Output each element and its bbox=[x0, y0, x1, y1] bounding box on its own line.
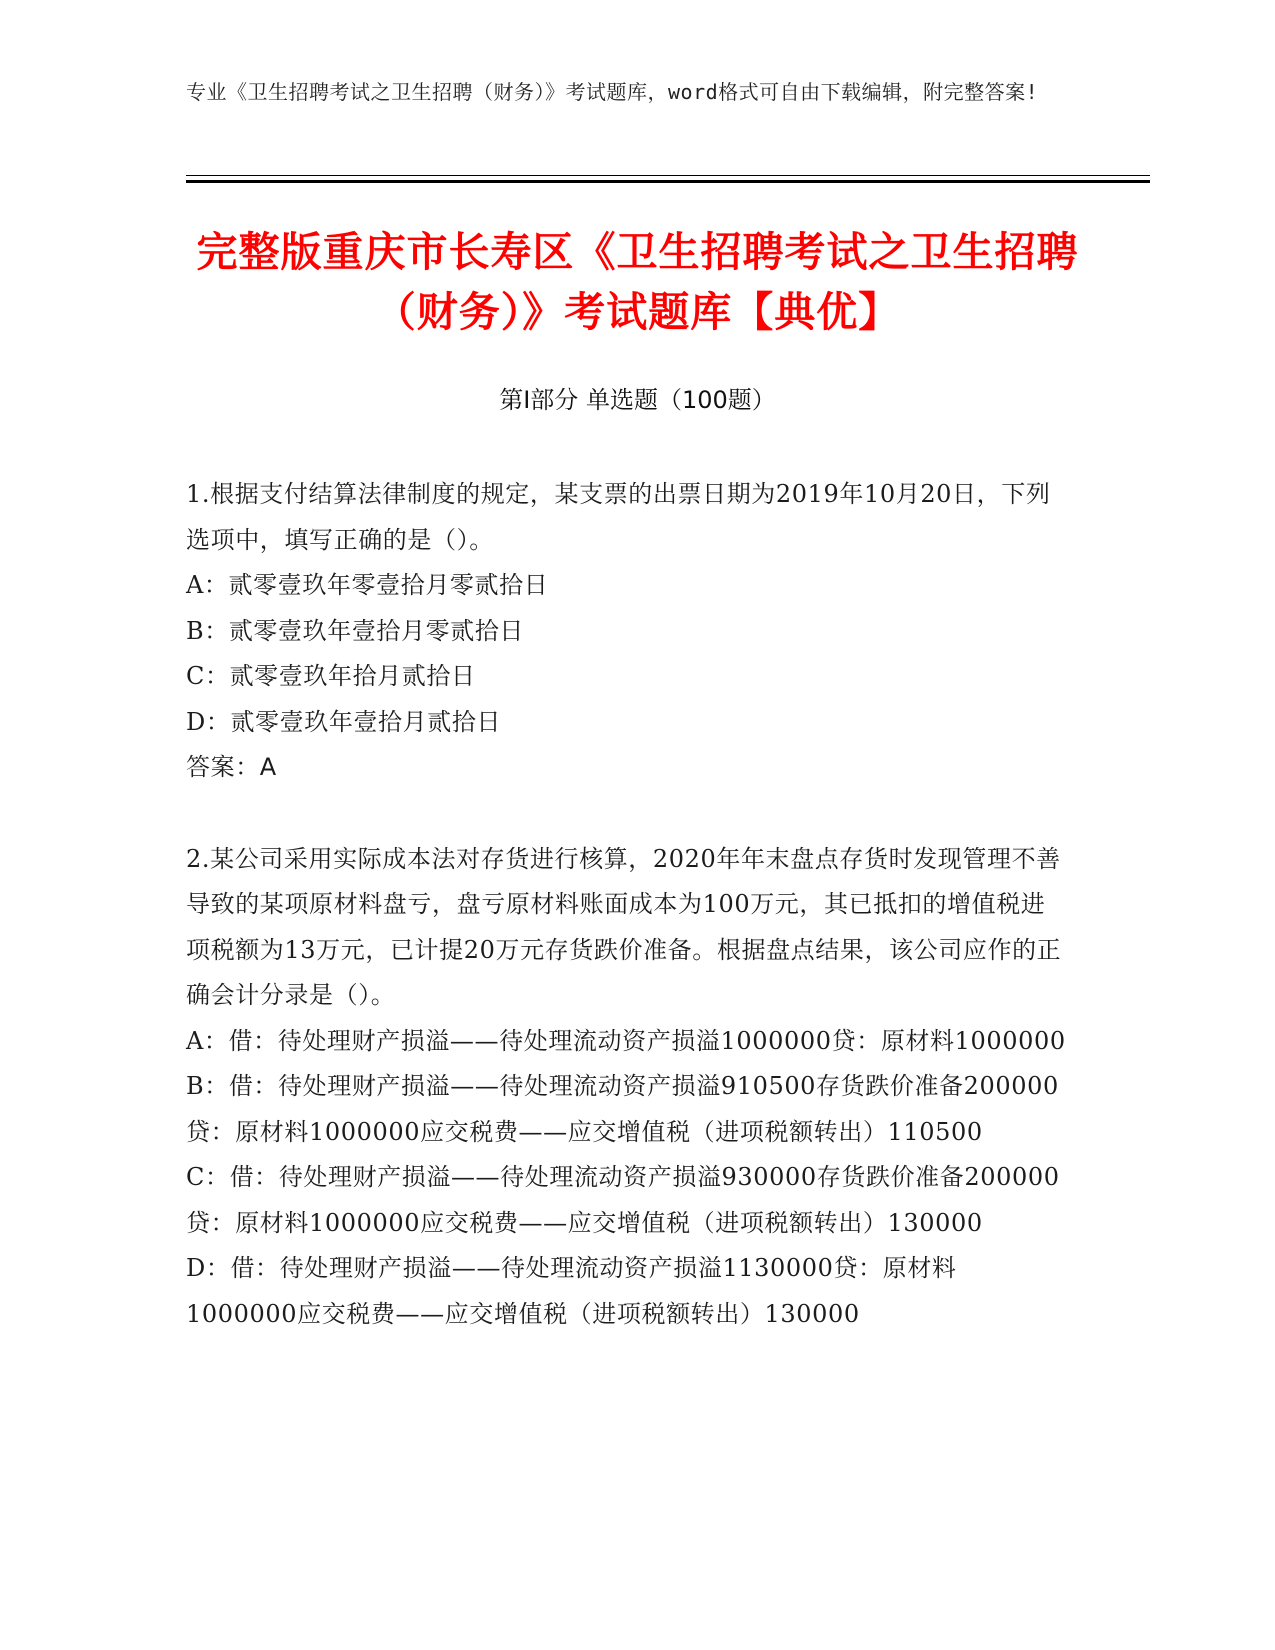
question-2 bbox=[186, 837, 1066, 1338]
answer-line: 答案：A bbox=[186, 753, 277, 781]
header-note: 专业《卫生招聘考试之卫生招聘（财务）》考试题库，word格式可自由下载编辑，附完整答案! bbox=[186, 80, 1039, 104]
document-title: 完整版重庆市长寿区《卫生招聘考试之卫生招聘（财务）》考试题库【典优】 bbox=[196, 228, 1079, 336]
option-b: B：借：待处理财产损溢——待处理流动资产损溢910500存货跌价准备200000贷：原材料1000000应交税费——应交增值税（进项税额转出）110500 bbox=[186, 1072, 1059, 1146]
option-a: A：贰零壹玖年零壹拾月零贰拾日 bbox=[186, 571, 549, 599]
option-d: D：借：待处理财产损溢——待处理流动资产损溢1130000贷：原材料1000000应交税费——应交增值税（进项税额转出）130000 bbox=[186, 1254, 957, 1328]
question-stem: 2.某公司采用实际成本法对存货进行核算，2020年年末盘点存货时发现管理不善导致的某项原材料盘亏，盘亏原材料账面成本为100万元，其已抵扣的增值税进项税额为13万元，已计提20万元存货跌价准备。根据盘点结果，该公司应作的正确会计分录是（）。 bbox=[186, 844, 1062, 1009]
option-d: D：贰零壹玖年壹拾月贰拾日 bbox=[186, 707, 502, 736]
option-c: C：借：待处理财产损溢——待处理流动资产损溢930000存货跌价准备200000贷：原材料1000000应交税费——应交增值税（进项税额转出）130000 bbox=[186, 1163, 1060, 1237]
header-divider-thick bbox=[186, 180, 1150, 183]
option-c: C：贰零壹玖年拾月贰拾日 bbox=[186, 662, 476, 690]
option-b: B：贰零壹玖年壹拾月零贰拾日 bbox=[186, 616, 525, 645]
option-a: A：借：待处理财产损溢——待处理流动资产损溢1000000贷：原材料1000000 bbox=[186, 1026, 1066, 1055]
question-stem: 1.根据支付结算法律制度的规定，某支票的出票日期为2019年10月20日，下列选项中，填写正确的是（）。 bbox=[186, 480, 1051, 554]
header-divider-thin bbox=[186, 175, 1150, 176]
section-heading: 第Ⅰ部分 单选题（100题） bbox=[499, 386, 776, 414]
question-1 bbox=[186, 472, 1066, 791]
question-list bbox=[186, 472, 1066, 1337]
